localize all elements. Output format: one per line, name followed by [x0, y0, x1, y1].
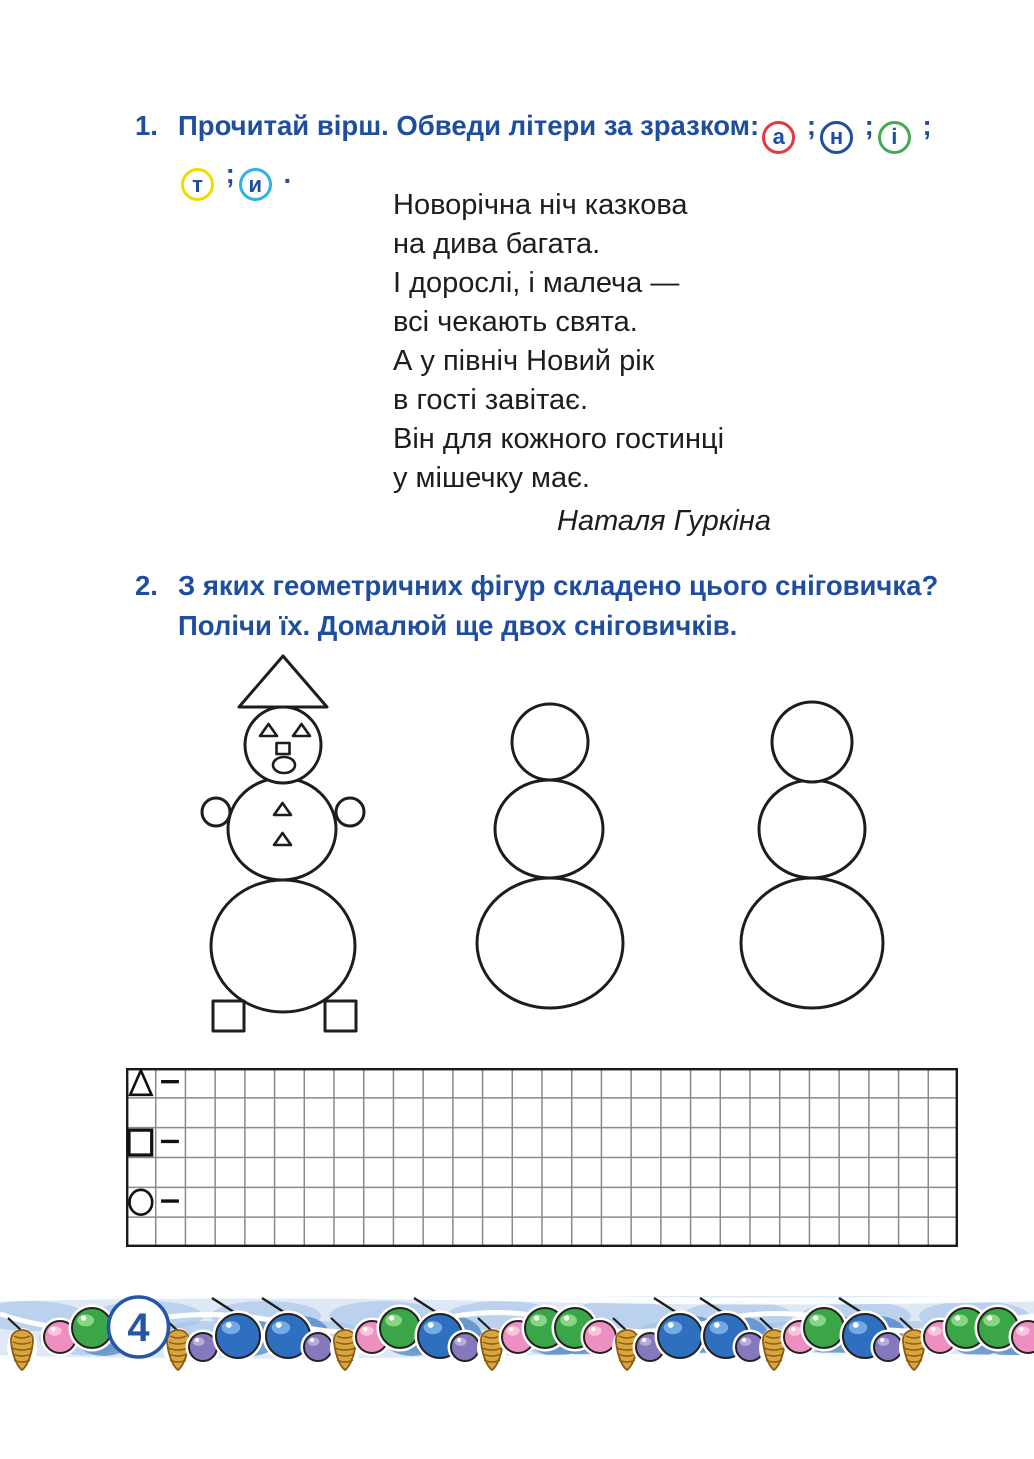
circle-head: [512, 704, 588, 780]
poem-line: у мішечку має.: [393, 462, 590, 494]
circled-letter-и: и: [239, 168, 272, 201]
separator: ;: [218, 157, 235, 189]
triangle-hat: [239, 656, 327, 707]
circle-base: [741, 878, 883, 1008]
task2-prompt-line1: З яких геометричних фігур складено цього сніговичка?: [178, 570, 939, 601]
poem-line: А у північ Новий рік: [393, 345, 655, 377]
task1-line1: [135, 106, 933, 154]
poem-line: в гості завітає.: [393, 384, 589, 416]
circled-letter-н: н: [820, 121, 853, 154]
separator: ;: [914, 110, 932, 141]
task1-prompt: Прочитай вірш. Обведи літери за зразком:: [178, 110, 760, 141]
task2-line1: [135, 566, 938, 606]
circle-body: [495, 780, 603, 878]
task2-prompt-line2: Полічи їх. Домалюй ще двох сніговичків.: [178, 610, 738, 641]
garland-decoration: [0, 1290, 1034, 1385]
circle-base: [211, 880, 355, 1012]
poem-text: [393, 186, 724, 498]
circle-hand-left: [202, 798, 230, 826]
separator: .: [275, 157, 292, 189]
task2-heading: [135, 566, 938, 646]
bauble-green-ornament: [801, 1305, 848, 1352]
square-foot-left: [213, 1001, 244, 1031]
circled-letter-а: а: [762, 121, 795, 154]
page-number: 4: [127, 1306, 150, 1350]
poem-line: І дорослі, і малеча —: [393, 267, 680, 299]
circle-body: [759, 780, 865, 878]
separator: ;: [857, 110, 874, 141]
oval-mouth: [273, 757, 295, 773]
page-number-badge: [109, 1297, 169, 1357]
poem-line: Новорічна ніч казкова: [393, 189, 688, 221]
poem-line: Він для кожного гостинці: [393, 423, 725, 455]
task2-line2: [178, 606, 938, 646]
circle-base: [477, 878, 623, 1008]
blank-snowman-2: [741, 702, 883, 1008]
circle-head: [772, 702, 852, 782]
poem-author: Наталя Гуркіна: [557, 505, 771, 537]
poem-line: всі чекають свята.: [393, 306, 638, 338]
circled-letter-т: т: [181, 168, 214, 201]
poem-line: на дива багата.: [393, 228, 601, 260]
separator: ;: [799, 110, 816, 141]
sample-snowman: [202, 656, 364, 1031]
circled-letter-і: і: [878, 121, 911, 154]
practice-grid: [126, 1068, 958, 1247]
sample-letters-row2: [178, 157, 292, 197]
task2-number: 2.: [135, 570, 158, 601]
circle-hand-right: [336, 798, 364, 826]
task1-number: 1.: [135, 110, 158, 141]
sample-letters-row1: [759, 110, 932, 149]
blank-snowman-1: [477, 704, 623, 1008]
snowmen-figure: [150, 650, 950, 1040]
square-foot-right: [325, 1001, 356, 1031]
square-nose: [277, 743, 290, 754]
circle-body: [228, 778, 336, 880]
